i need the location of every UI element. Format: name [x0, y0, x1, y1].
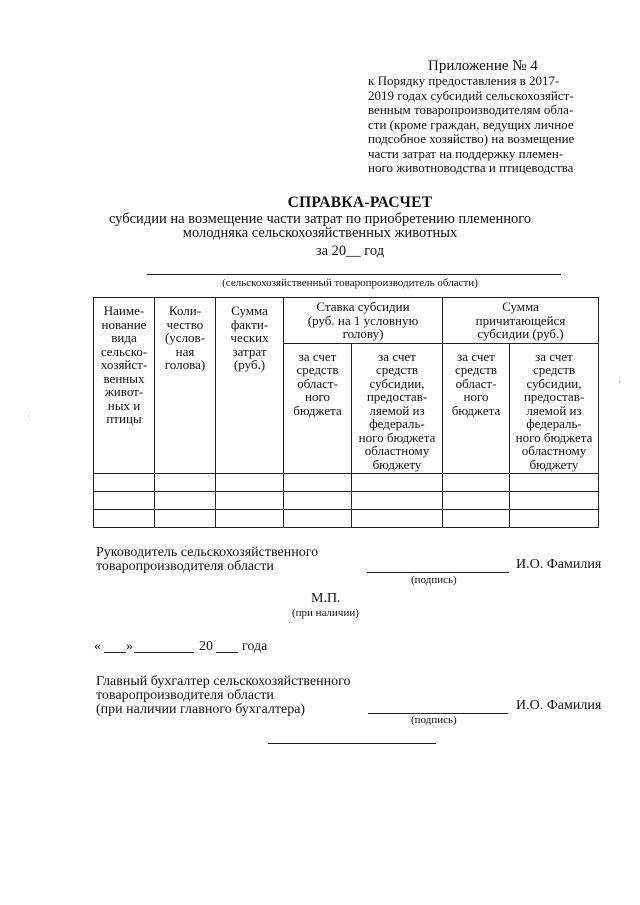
header-animal-type: Наиме- нование вида сельско- хозяйст- венных живот- ных и птицы — [94, 298, 155, 474]
date-close-quote: » — [126, 639, 133, 654]
table-cell[interactable] — [284, 510, 352, 528]
scan-speck — [619, 381, 620, 383]
closing-rule — [268, 743, 436, 744]
table-cell[interactable] — [94, 510, 155, 528]
table-cell[interactable] — [216, 474, 284, 492]
header-actual-costs: Сумма факти- ческих затрат (руб.) — [216, 298, 284, 474]
accountant-signature-caption: (подпись) — [411, 714, 457, 726]
head-name: И.О. Фамилия — [516, 557, 602, 572]
producer-fill-line[interactable] — [147, 274, 561, 275]
table-cell[interactable] — [216, 510, 284, 528]
subtitle-line: молодняка сельскохозяйственных животных — [182, 225, 458, 241]
header-quantity: Коли- чество (услов- ная голова) — [155, 298, 216, 474]
date-day-line[interactable] — [104, 652, 126, 653]
header-subsidy-rate: Ставка субсидии (руб. на 1 условную голову) — [284, 298, 443, 344]
appendix-line: подсобное хозяйство) на возмещение — [368, 131, 575, 146]
table-cell[interactable] — [510, 510, 599, 528]
appendix-reference — [368, 74, 606, 176]
table-cell[interactable] — [510, 474, 599, 492]
date-year-prefix: 20 — [199, 639, 213, 654]
header-subsidy-sum: Сумма причитающейся субсидии (руб.) — [443, 298, 599, 344]
head-signature-caption: (подпись) — [411, 574, 457, 586]
table-cell[interactable] — [216, 492, 284, 510]
table-cell[interactable] — [510, 492, 599, 510]
table-cell[interactable] — [284, 474, 352, 492]
table-row — [94, 492, 599, 510]
document-title: СПРАВКА-РАСЧЕТ — [287, 194, 433, 211]
appendix-line: 2019 годах субсидий сельскохозяйст- — [368, 87, 574, 103]
reporting-year: за 20__ год — [315, 243, 385, 259]
producer-caption: (сельскохозяйственный товаропроизводитель области) — [222, 277, 478, 289]
table-cell[interactable] — [155, 510, 216, 528]
appendix-line: венным товаропроизводителям обла- — [368, 102, 574, 117]
table-row — [94, 510, 599, 528]
appendix-line: сти (кроме граждан, ведущих личное — [368, 116, 574, 132]
stamp-caption: (при наличии) — [292, 607, 359, 619]
appendix-line: к Порядку предоставления в 2017- — [368, 73, 560, 88]
stamp-label: М.П. — [311, 591, 341, 606]
table-cell[interactable] — [155, 474, 216, 492]
head-signature-line[interactable] — [367, 572, 509, 573]
table-cell[interactable] — [443, 510, 510, 528]
date-open-quote: « — [94, 639, 101, 654]
appendix-line: части затрат на поддержку племен- — [368, 145, 564, 161]
head-position: Руководитель сельскохозяйственного товаропроизводителя области — [96, 545, 319, 574]
accountant-name: И.О. Фамилия — [516, 698, 602, 713]
table-cell[interactable] — [352, 510, 443, 528]
appendix-line: ного животноводства и птицеводства — [368, 160, 574, 175]
table-cell[interactable] — [443, 474, 510, 492]
header-rate-regional: за счет средств област- ного бюджета — [284, 343, 352, 474]
table-row — [94, 474, 599, 492]
date-suffix: года — [242, 639, 268, 654]
header-sum-federal: за счет средств субсидии, предостав- ляемой из федераль- ного бюджета областному бюджету — [510, 343, 599, 474]
accountant-position: Главный бухгалтер сельскохозяйственного товаропроизводителя области (при наличии главного бухгалтера) — [96, 674, 351, 717]
scan-speck — [28, 415, 29, 417]
table-cell[interactable] — [94, 492, 155, 510]
table-cell[interactable] — [443, 492, 510, 510]
header-rate-federal: за счет средств субсидии, предостав- ляемой из федераль- ного бюджета областному бюджету — [352, 343, 443, 474]
header-sum-regional: за счет средств област- ного бюджета — [443, 343, 510, 474]
table-cell[interactable] — [352, 492, 443, 510]
date-month-line[interactable] — [134, 652, 194, 653]
table-cell[interactable] — [284, 492, 352, 510]
calculation-table — [93, 297, 599, 528]
date-year-line[interactable] — [216, 652, 238, 653]
table-cell[interactable] — [352, 474, 443, 492]
table-cell[interactable] — [94, 474, 155, 492]
appendix-title: Приложение № 4 — [428, 58, 538, 74]
document-subtitle — [90, 212, 550, 240]
subtitle-line: субсидии на возмещение части затрат по приобретению племенного — [108, 211, 532, 227]
table-cell[interactable] — [155, 492, 216, 510]
